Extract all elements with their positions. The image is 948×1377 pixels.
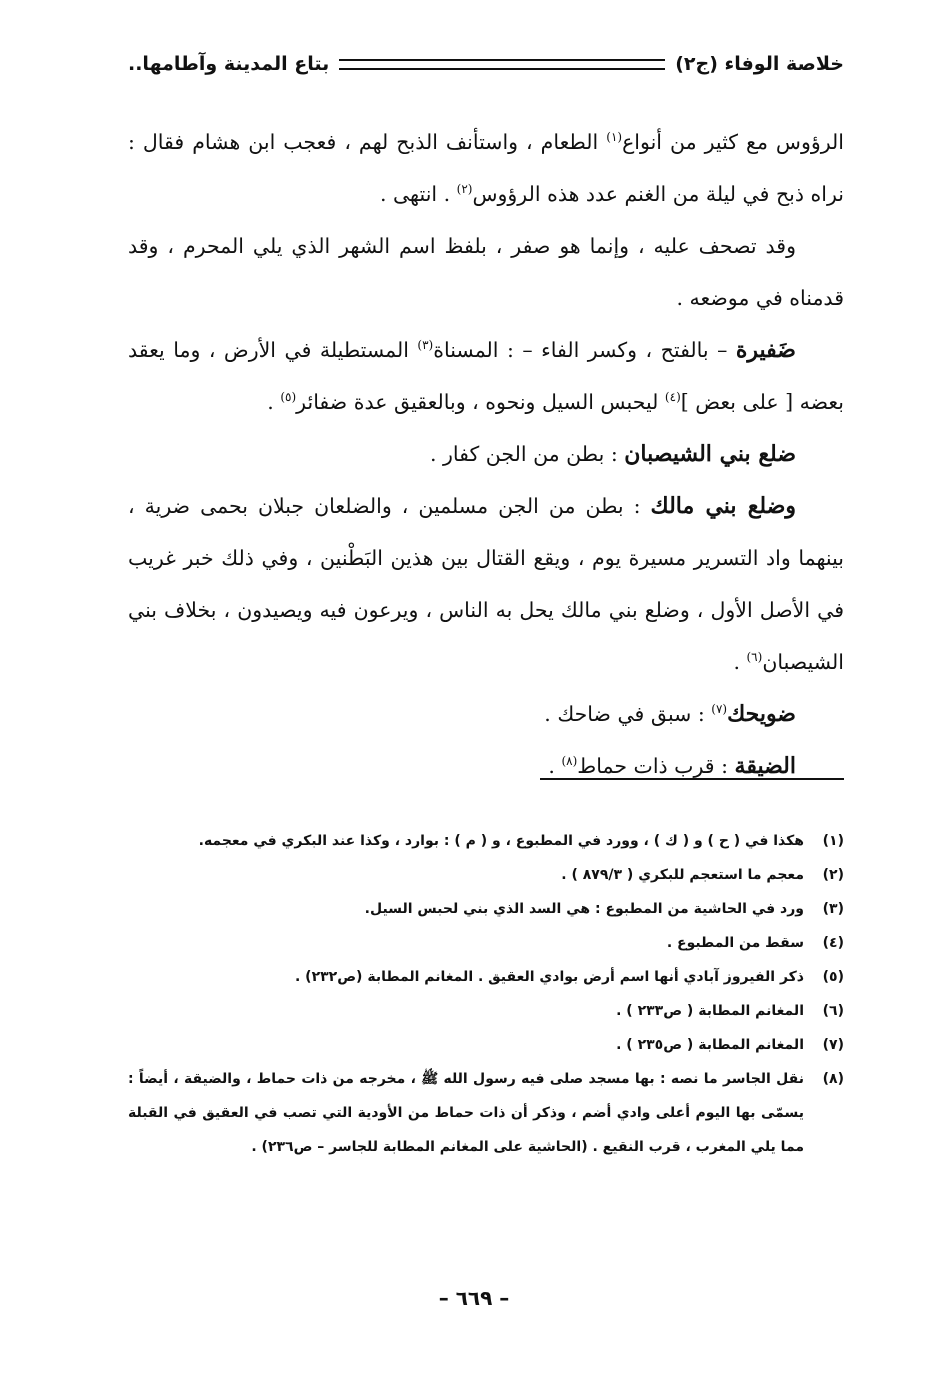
paragraph-1: الرؤوس مع كثير من أنواع$^{(١)}$ الطعام ، واستأنف الذبح لهم ، فعجب ابن هشام فقال : نراه ذبح في ليلة من الغنم عدد هذه الرؤوس$^{(٢)}$ . انتهى . <box>128 130 844 206</box>
entry-headword: ضَفيرة <box>735 337 796 363</box>
footnote-number: (٧) <box>822 1037 844 1053</box>
entry-dafira: ضَفيرة – بالفتح ، وكسر الفاء – : المسناة$^{(٣)}$ المستطيلة في الأرض ، وما يعقد بعضه [ على بعض ]$^{(٤)}$ ليحبس السيل ونحوه ، وبالعقيق عدة ضفائر$^{(٥)}$ . <box>128 337 844 414</box>
footnote-number: (٥) <box>822 969 844 985</box>
footnote-text: سقط من المطبوع . <box>666 935 804 951</box>
footnote <box>128 926 844 960</box>
header-chapter-title: بتاع المدينة وآطامها.. <box>128 53 330 75</box>
footnote <box>128 824 844 858</box>
footnote-ref-8: (٨) <box>561 754 578 769</box>
footnote <box>128 858 844 892</box>
footnote-number: (٣) <box>822 901 844 917</box>
entry-dayqa: الضيقة : قرب ذات حماط$^{(٨)}$ . <box>548 753 796 779</box>
entry-headword: ضويحك <box>727 701 796 727</box>
running-header <box>128 46 844 82</box>
footnote-text: المغانم المطابة ( ص٢٣٣ ) . <box>616 1003 804 1019</box>
paragraph-2: وقد تصحف عليه ، وإنما هو صفر ، بلفظ اسم الشهر الذي يلي المحرم ، وقد قدمناه في موضعه . <box>128 234 844 310</box>
footnote-text: ورد في الحاشية من المطبوع : هي السد الذي بني لحبس السيل. <box>364 901 804 917</box>
footnote-ref-7: (٧) <box>711 702 728 717</box>
entry-headword: الضيقة <box>734 753 796 779</box>
main-text <box>128 116 844 792</box>
footnotes <box>128 824 844 1164</box>
footnote-text: نقل الجاسر ما نصه : بها مسجد صلى فيه رسول الله ﷺ ، مخرجه من ذات حماط ، والضيقة ، أيضاً : يسمّى بها اليوم أعلى وادي أضم ، وذكر أن ذات حماط من الأودية التي تصب في العقيق في القبلة مما يلي المغرب ، قرب النقيع . (الحاشية على المغانم المطابة للجاسر – ص٢٣٦) . <box>128 1071 804 1155</box>
footnote-ref-6: (٦) <box>746 650 763 665</box>
entry-headword: ضلع بني الشيصبان <box>624 441 796 467</box>
entry-dila-shaysaban: ضلع بني الشيصبان : بطن من الجن كفار . <box>429 441 796 467</box>
footnote-number: (٢) <box>822 867 844 883</box>
page-number: – ٦٦٩ – <box>438 1286 510 1310</box>
header-double-rule <box>339 59 665 70</box>
entry-dila-malik: وضلع بني مالك : بطن من الجن مسلمين ، والضلعان جبلان بحمى ضرية ، بينهما واد التسرير مسيرة يوم ، ويقع القتال بين هذين البَطْنين ، وفي ذلك خبر غريب في الأصل الأول ، وضلع بني مالك يحل به الناس ، ويرعون فيه ويصيدون ، بخلاف بني الشيصبان$^{(٦)}$ . <box>128 493 844 674</box>
footnote-text: معجم ما استعجم للبكري ( ٨٧٩/٣ ) . <box>561 867 804 883</box>
footnote <box>128 960 844 994</box>
footnote-number: (٦) <box>822 1003 844 1019</box>
footnote-ref-1: (١) <box>606 130 623 145</box>
footnote-ref-3: (٣) <box>417 338 434 353</box>
footnote-number: (٤) <box>822 935 844 951</box>
footnote <box>128 892 844 926</box>
footnote-ref-4: (٤) <box>664 390 681 405</box>
header-book-title: خلاصة الوفاء (ج٢) <box>675 53 844 75</box>
footnote-number: (٨) <box>822 1071 844 1087</box>
footnote-text: المغانم المطابة ( ص٢٣٥ ) . <box>616 1037 804 1053</box>
footnote-text: هكذا في ( ح ) و ( ك ) ، وورد في المطبوع ، و ( م ) : بوارد ، وكذا عند البكري في معجمه. <box>198 833 804 849</box>
footnote-ref-5: (٥) <box>280 390 297 405</box>
footnote <box>128 1062 844 1164</box>
footnote <box>128 1028 844 1062</box>
entry-headword: وضلع بني مالك <box>650 493 796 519</box>
footnote-separator <box>540 778 844 780</box>
footnote-ref-2: (٢) <box>456 182 473 197</box>
entry-duwayhik: ضويحك$^{(٧)}$ : سبق في ضاحك . <box>544 701 796 727</box>
footnote-text: ذكر الفيروز آبادي أنها اسم أرض بوادي العقيق . المغانم المطابة (ص٢٣٢) . <box>294 969 804 985</box>
footnote-number: (١) <box>822 833 844 849</box>
footnote <box>128 994 844 1028</box>
